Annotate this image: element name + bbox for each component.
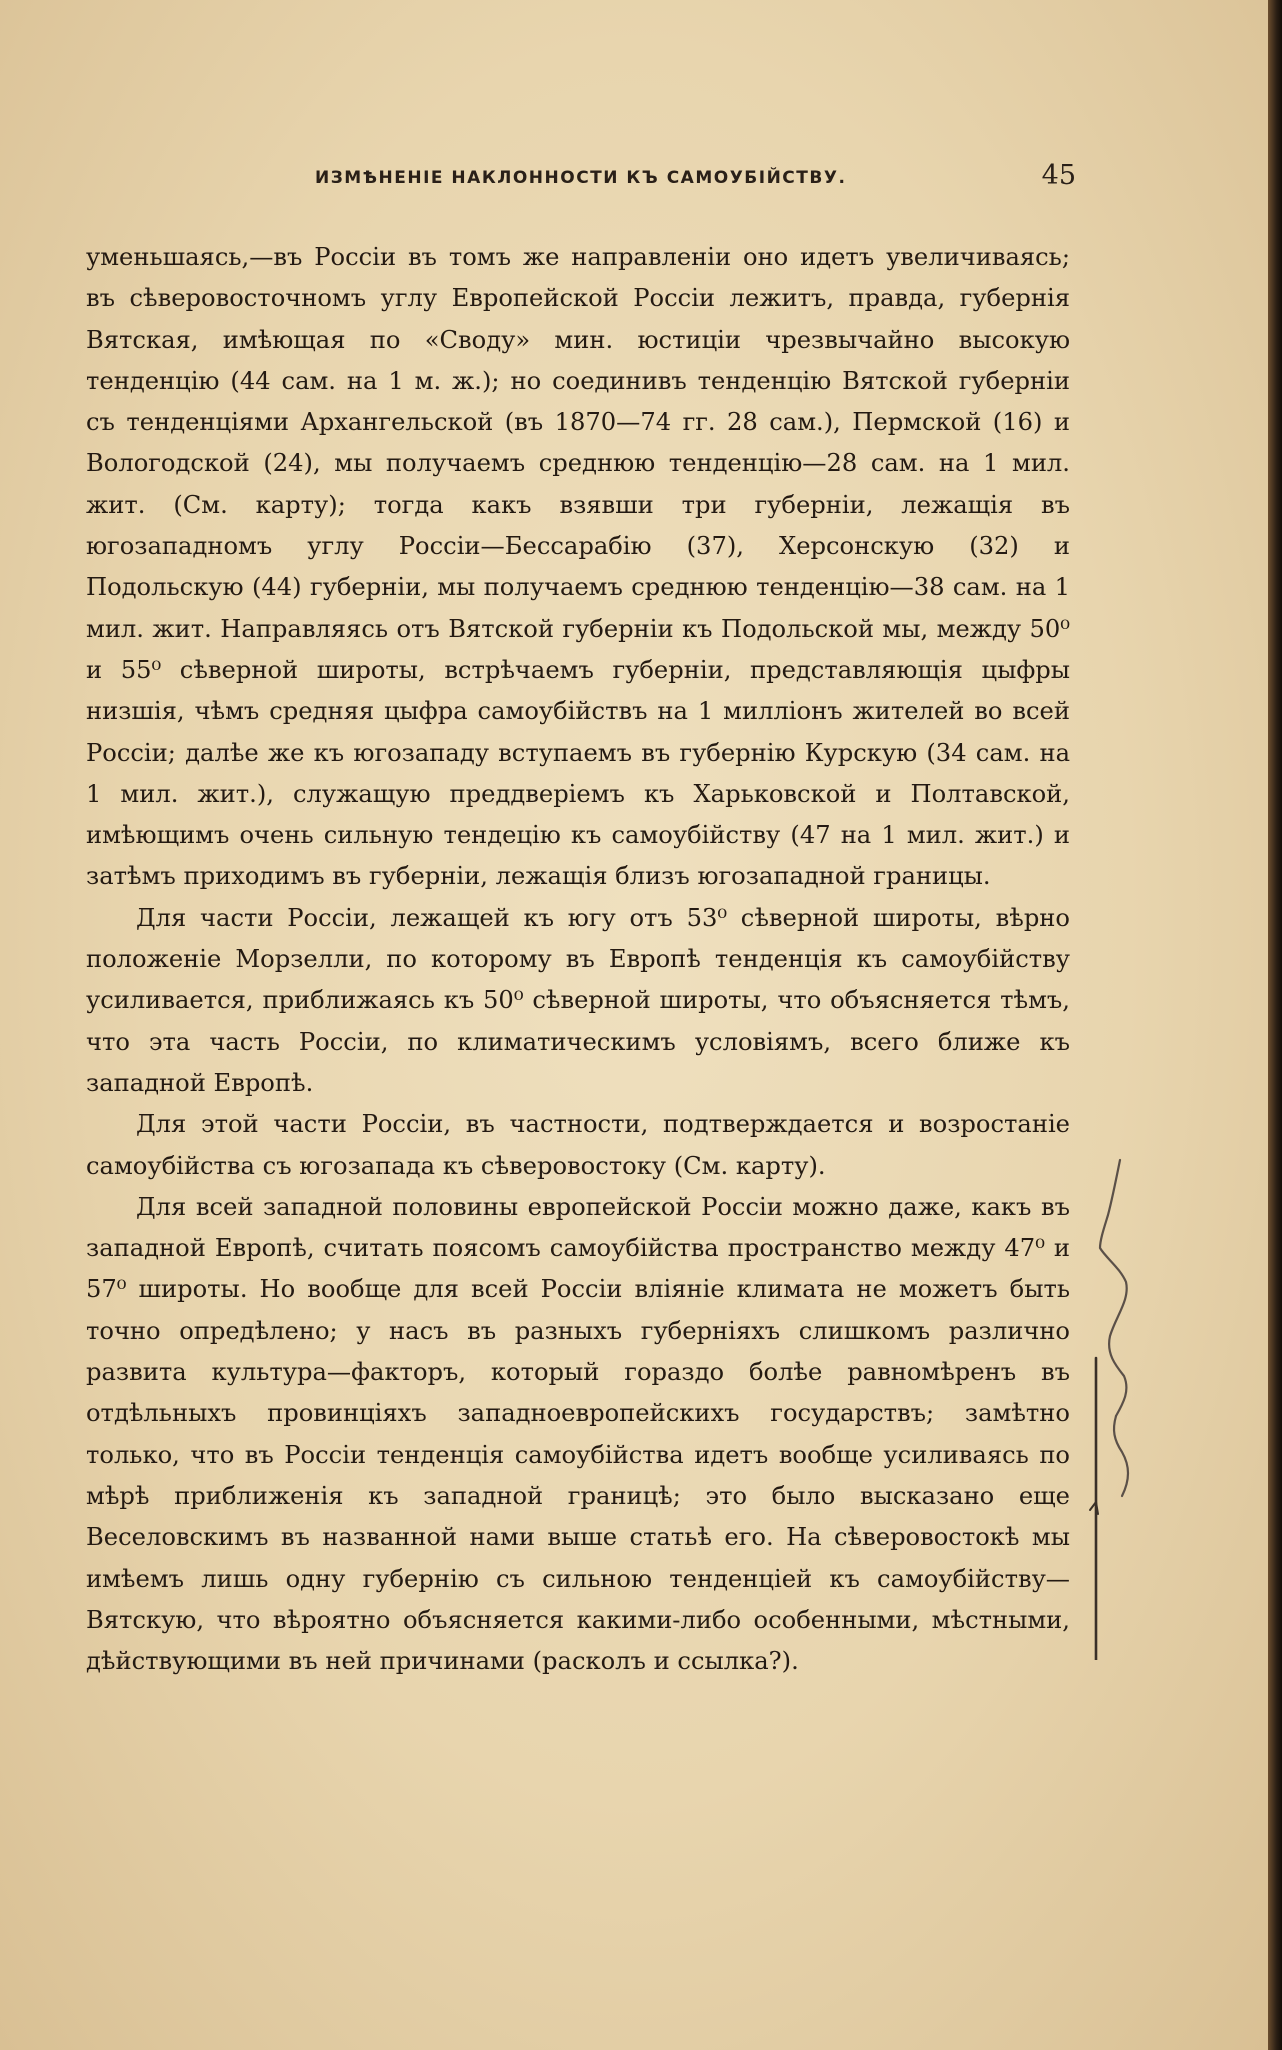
book-spine-edge xyxy=(1268,0,1282,2050)
running-title: ИЗМѢНЕНІЕ НАКЛОННОСТИ КЪ САМОУБІЙСТВУ. xyxy=(315,168,847,188)
paragraph-2: Для части Россіи, лежащей къ югу отъ 53⁰ сѣверной широты, вѣрно положеніе Морзелли, по которому въ Европѣ тенденція къ самоубійству усиливается, приближаясь къ 50⁰ сѣверной широты, что объясняется тѣмъ, что эта часть Россіи, по климатическимъ условіямъ, всего ближе къ западной Европѣ. xyxy=(86,903,1070,1097)
paragraph-4: Для всей западной половины европейской Россіи можно даже, какъ въ западной Европѣ, считать поясомъ самоубійства пространство между 47⁰ и 57⁰ широты. Но вообще для всей Россіи вліяніе климата не можетъ быть точно опредѣлено; у насъ въ разныхъ губерніяхъ слишкомъ различно развита культура—факторъ, который гораздо болѣе равномѣренъ въ отдѣльныхъ провинціяхъ западноевропейскихъ государствъ; замѣтно только, что въ Россіи тенденція самоубійства идетъ вообще усиливаясь по мѣрѣ приближенія къ западной границѣ; это было высказано еще Веселовскимъ въ названной нами выше статьѣ его. На сѣверовостокѣ мы имѣемъ лишь одну губернію съ сильною тенденціей къ самоубійству—Вятскую, что вѣроятно объясняется какими-либо особенными, мѣстными, дѣйствующими въ ней причинами (расколъ и ссылка?). xyxy=(86,1192,1070,1676)
pencil-marginalia-bracket xyxy=(1086,1140,1156,1660)
page-number: 45 xyxy=(1041,160,1076,191)
page-header xyxy=(110,160,1076,200)
paragraph-3: Для этой части Россіи, въ частности, подтверждается и возростаніе самоубійства съ югозапада къ сѣверовостоку (См. карту). xyxy=(86,1110,1070,1180)
body-text xyxy=(86,237,1070,1682)
paragraph-1: уменьшаясь,—въ Россіи въ томъ же направленіи оно идетъ увеличиваясь; въ сѣверовосточномъ углу Европейской Россіи лежитъ, правда, губернія Вятская, имѣющая по «Своду» мин. юстиціи чрезвычайно высокую тенденцію (44 сам. на 1 м. ж.); но соединивъ тенденцію Вятской губерніи съ тенденціями Архангельской (въ 1870—74 гг. 28 сам.), Пермской (16) и Вологодской (24), мы получаемъ среднюю тенденцію—28 сам. на 1 мил. жит. (См. карту); тогда какъ взявши три губерніи, лежащія въ югозападномъ углу Россіи—Бессарабію (37), Херсонскую (32) и Подольскую (44) губерніи, мы получаемъ среднюю тенденцію—38 сам. на 1 мил. жит. Направляясь отъ Вятской губерніи къ Подольской мы, между 50⁰ и 55⁰ сѣверной широты, встрѣчаемъ губерніи, представляющія цыфры низшія, чѣмъ средняя цыфра самоубійствъ на 1 милліонъ жителей во всей Россіи; далѣе же къ югозападу вступаемъ въ губернію Курскую (34 сам. на 1 мил. жит.), служащую преддверіемъ къ Харьковской и Полтавской, имѣющимъ очень сильную тендецію къ самоубійству (47 на 1 мил. жит.) и затѣмъ приходимъ въ губерніи, лежащія близъ югозападной границы. xyxy=(86,243,1070,891)
